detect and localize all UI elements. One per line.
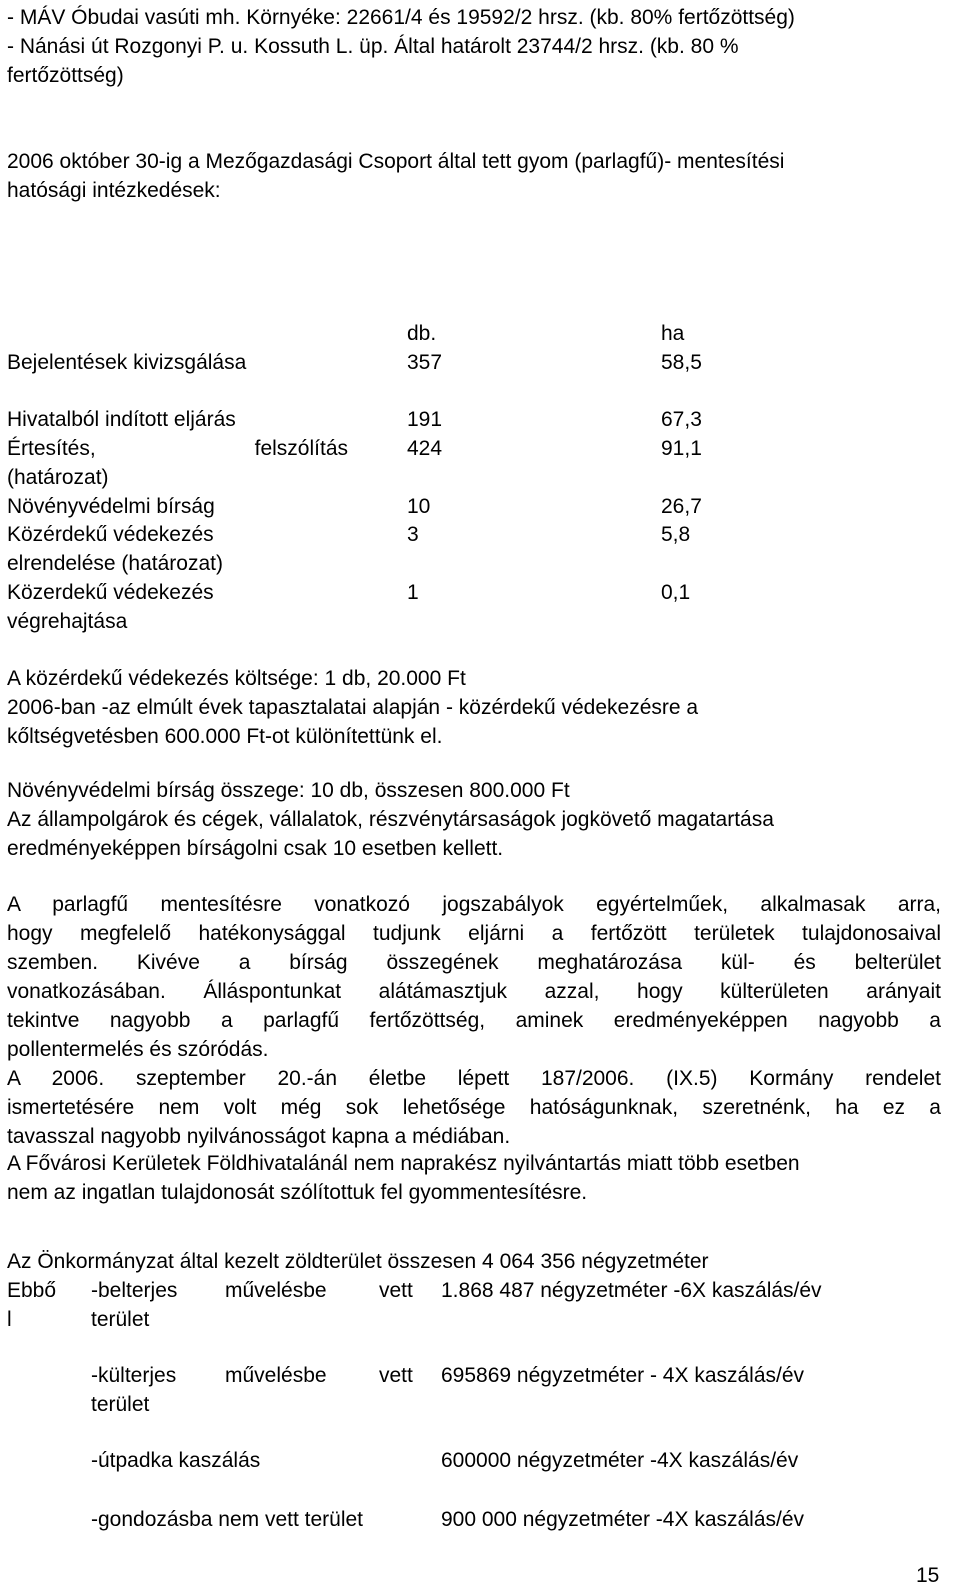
intro-line: - MÁV Óbudai vasúti mh. Környéke: 22661/4 és 19592/2 hrsz. (kb. 80% fertőzöttség) bbox=[7, 6, 795, 29]
green-area-ebbol-cont: l bbox=[7, 1308, 12, 1331]
intro-line: - Nánási út Rozgonyi P. u. Kossuth L. üp. Által határolt 23744/2 hrsz. (kb. 80 % bbox=[7, 35, 739, 58]
land-office-line: A Fővárosi Kerületek Földhivatalánál nem naprakész nyilvántartás miatt több esetben bbox=[7, 1152, 800, 1175]
cost-paragraph bbox=[7, 664, 941, 751]
measures-intro-line: hatósági intézkedések: bbox=[7, 179, 221, 202]
land-office-paragraph bbox=[7, 1149, 941, 1207]
table-row-db: 3 bbox=[407, 523, 419, 546]
table-row-db: 10 bbox=[407, 495, 431, 518]
green-row-word: -gondozásba nem vett terület bbox=[91, 1508, 363, 1531]
table-row-label: Közérdekű védekezés bbox=[7, 523, 214, 546]
table-row-label-cont: (határozat) bbox=[7, 466, 109, 489]
green-row-detail: 600000 négyzetméter -4X kaszálás/év bbox=[441, 1449, 799, 1472]
table-row-label: Hivatalból indított eljárás bbox=[7, 408, 236, 431]
table-row-label-cont: végrehajtása bbox=[7, 610, 128, 633]
legal-line: szemben. Kivéve a bírság összegének meghatározása kül- és belterület bbox=[7, 951, 941, 974]
table-row-ha: 91,1 bbox=[661, 437, 702, 460]
legal-line: tekintve nagyobb a parlagfű fertőzöttség, aminek eredményeképpen nagyobb a bbox=[7, 1009, 941, 1032]
cost-line: A közérdekű védekezés költsége: 1 db, 20.000 Ft bbox=[7, 667, 466, 690]
green-row-word: -belterjes bbox=[91, 1279, 178, 1302]
page-number: 15 bbox=[916, 1564, 940, 1587]
legal-line: hogy megfelelő hatékonysággal tudjunk eljárni a fertőzött területek tulajdonosaival bbox=[7, 922, 941, 945]
table-row-ha: 26,7 bbox=[661, 495, 702, 518]
green-row-detail: 900 000 négyzetméter -4X kaszálás/év bbox=[441, 1508, 805, 1531]
legal-line: ismertetésére nem volt még sok lehetősége hatóságunknak, szeretnénk, ha ez a bbox=[7, 1096, 941, 1119]
green-row-word: -útpadka kaszálás bbox=[91, 1449, 261, 1472]
green-row-word: művelésbe bbox=[225, 1364, 327, 1387]
cost-line: 2006-ban -az elmúlt évek tapasztalatai alapján - közérdekű védekezésre a bbox=[7, 696, 699, 719]
fine-line: eredményeképpen bírságolni csak 10 esetben kellett. bbox=[7, 837, 504, 860]
measures-intro bbox=[7, 147, 941, 205]
intro-paragraph bbox=[7, 3, 941, 90]
green-area-title: Az Önkormányzat által kezelt zöldterület összesen 4 064 356 négyzetméter bbox=[7, 1250, 709, 1273]
green-row-word: vett bbox=[379, 1279, 413, 1302]
green-row-detail: 1.868 487 négyzetméter -6X kaszálás/év bbox=[441, 1279, 822, 1302]
table-row-ha: 67,3 bbox=[661, 408, 702, 431]
table-row-db: 357 bbox=[407, 351, 443, 374]
green-row-word: művelésbe bbox=[225, 1279, 327, 1302]
table-row-label: Növényvédelmi bírság bbox=[7, 495, 215, 518]
green-row-word: vett bbox=[379, 1364, 413, 1387]
table-row-label-cont: elrendelése (határozat) bbox=[7, 552, 223, 575]
table-header-db: db. bbox=[407, 322, 437, 345]
table-row-label bbox=[7, 434, 348, 463]
table-row-db: 1 bbox=[407, 581, 419, 604]
fine-line: Növényvédelmi bírság összege: 10 db, összesen 800.000 Ft bbox=[7, 779, 570, 802]
legal-paragraph bbox=[7, 890, 941, 1151]
green-row-word: -külterjes bbox=[91, 1364, 177, 1387]
green-area-ebbol: Ebbő bbox=[7, 1279, 57, 1302]
table-header-ha: ha bbox=[661, 322, 685, 345]
table-row-label: Bejelentések kivizsgálása bbox=[7, 351, 247, 374]
table-row-ha: 58,5 bbox=[661, 351, 702, 374]
legal-line: tavasszal nagyobb nyilvánosságot kapna a médiában. bbox=[7, 1125, 511, 1148]
intro-line: fertőzöttség) bbox=[7, 64, 124, 87]
fine-paragraph bbox=[7, 776, 941, 863]
legal-line: vonatkozásában. Álláspontunkat alátámasztjuk azzal, hogy külterületen arányait bbox=[7, 980, 941, 1003]
legal-line: A parlagfű mentesítésre vonatkozó jogszabályok egyértelműek, alkalmasak arra, bbox=[7, 893, 941, 916]
cost-line: kőltségvetésben 600.000 Ft-ot különítettünk el. bbox=[7, 725, 443, 748]
land-office-line: nem az ingatlan tulajdonosát szólítottuk fel gyommentesítésre. bbox=[7, 1181, 588, 1204]
fine-line: Az állampolgárok és cégek, vállalatok, részvénytársaságok jogkövető magatartása bbox=[7, 808, 774, 831]
green-row-detail: 695869 négyzetméter - 4X kaszálás/év bbox=[441, 1364, 805, 1387]
table-row-label-part: felszólítás bbox=[254, 437, 348, 460]
green-row-second: terület bbox=[91, 1308, 150, 1331]
green-row-second: terület bbox=[91, 1393, 150, 1416]
table-row-ha: 5,8 bbox=[661, 523, 691, 546]
table-row-label-part: Értesítés, bbox=[7, 437, 96, 460]
table-row-db: 424 bbox=[407, 437, 443, 460]
table-row-db: 191 bbox=[407, 408, 443, 431]
table-row-ha: 0,1 bbox=[661, 581, 691, 604]
legal-line: pollentermelés és szóródás. bbox=[7, 1038, 269, 1061]
measures-intro-line: 2006 október 30-ig a Mezőgazdasági Csoport által tett gyom (parlagfű)- mentesítési bbox=[7, 150, 785, 173]
legal-line: A 2006. szeptember 20.-án életbe lépett 187/2006. (IX.5) Kormány rendelet bbox=[7, 1067, 941, 1090]
table-row-label: Közerdekű védekezés bbox=[7, 581, 214, 604]
